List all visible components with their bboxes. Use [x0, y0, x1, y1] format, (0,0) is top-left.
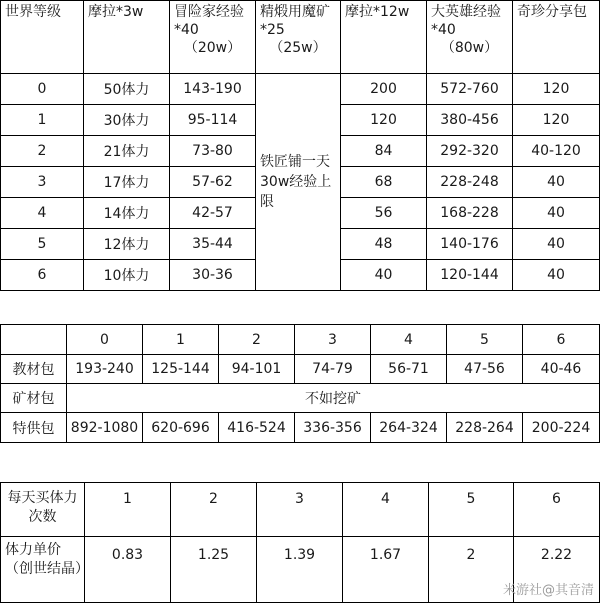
table-row	[1, 413, 600, 443]
header-mora-3w: 摩拉*3w	[84, 1, 170, 74]
cell-treasure-pack: 120	[513, 74, 600, 105]
header-world-level: 世界等级	[1, 1, 84, 74]
header-level: 3	[295, 325, 371, 355]
header-mystic-ore: 精煅用魔矿*25 （25w）	[256, 1, 341, 74]
cell-mora-12w: 120	[341, 105, 427, 136]
cell-world-level: 3	[1, 167, 84, 198]
cell-world-level: 5	[1, 229, 84, 260]
cell-price: 1.39	[257, 537, 343, 603]
cell-hero-wit: 120-144	[427, 260, 513, 291]
cell-value: 228-264	[447, 413, 523, 443]
watermark: 米游社@其音清	[502, 583, 594, 598]
header-level: 2	[219, 325, 295, 355]
cell-price: 2.22	[514, 537, 600, 603]
merged-ore-note: 不如挖矿	[67, 384, 600, 413]
row-label-special-pack: 特供包	[1, 413, 67, 443]
cell-value: 40-46	[523, 355, 600, 384]
cell-stamina: 30体力	[84, 105, 170, 136]
header-level: 0	[67, 325, 143, 355]
cell-purchase-count: 3	[257, 483, 343, 537]
cell-mora-12w: 200	[341, 74, 427, 105]
cell-treasure-pack: 40	[513, 167, 600, 198]
cell-hero-wit: 228-248	[427, 167, 513, 198]
cell-world-level: 6	[1, 260, 84, 291]
cell-value: 56-71	[371, 355, 447, 384]
header-hero-wit: 大英雄经验*40 （80w）	[427, 1, 513, 74]
cell-stamina: 14体力	[84, 198, 170, 229]
row-label-stamina-price: 体力单价（创世结晶）	[1, 537, 85, 603]
cell-price: 0.83	[85, 537, 171, 603]
cell-world-level: 0	[1, 74, 84, 105]
table-row	[1, 483, 600, 537]
cell-purchase-count: 1	[85, 483, 171, 537]
cell-adventurer-exp: 35-44	[170, 229, 256, 260]
row-label-book-pack: 教材包	[1, 355, 67, 384]
merged-note-cell: 铁匠铺一天30w经验上限	[256, 74, 341, 291]
cell-price: 2	[429, 537, 514, 603]
cell-purchase-count: 4	[343, 483, 429, 537]
header-level: 6	[523, 325, 600, 355]
cell-purchase-count: 6	[514, 483, 600, 537]
cell-value: 94-101	[219, 355, 295, 384]
table-row	[1, 74, 600, 105]
cell-purchase-count: 2	[171, 483, 257, 537]
cell-mora-12w: 48	[341, 229, 427, 260]
cell-adventurer-exp: 42-57	[170, 198, 256, 229]
cell-mora-12w: 56	[341, 198, 427, 229]
cell-value: 336-356	[295, 413, 371, 443]
cell-stamina: 21体力	[84, 136, 170, 167]
cell-stamina: 10体力	[84, 260, 170, 291]
header-adventurer-exp: 冒险家经验*40 （20w）	[170, 1, 256, 74]
cell-treasure-pack: 40	[513, 198, 600, 229]
cell-treasure-pack: 40	[513, 260, 600, 291]
table-row	[1, 384, 600, 413]
cell-value: 74-79	[295, 355, 371, 384]
world-level-table	[0, 0, 600, 291]
cell-world-level: 1	[1, 105, 84, 136]
cell-value: 125-144	[143, 355, 219, 384]
cell-treasure-pack: 40-120	[513, 136, 600, 167]
cell-hero-wit: 380-456	[427, 105, 513, 136]
cell-value: 193-240	[67, 355, 143, 384]
cell-adventurer-exp: 30-36	[170, 260, 256, 291]
row-label-ore-pack: 矿材包	[1, 384, 67, 413]
cell-price: 1.25	[171, 537, 257, 603]
table1-header-row	[1, 1, 600, 74]
cell-hero-wit: 572-760	[427, 74, 513, 105]
cell-mora-12w: 68	[341, 167, 427, 198]
cell-mora-12w: 84	[341, 136, 427, 167]
cell-hero-wit: 168-228	[427, 198, 513, 229]
material-pack-table	[0, 324, 600, 443]
cell-value: 264-324	[371, 413, 447, 443]
header-level: 4	[371, 325, 447, 355]
cell-purchase-count: 5	[429, 483, 514, 537]
cell-adventurer-exp: 95-114	[170, 105, 256, 136]
row-label-daily-purchases: 每天买体力次数	[1, 483, 85, 537]
cell-adventurer-exp: 73-80	[170, 136, 256, 167]
cell-value: 892-1080	[67, 413, 143, 443]
cell-stamina: 17体力	[84, 167, 170, 198]
cell-stamina: 50体力	[84, 74, 170, 105]
cell-treasure-pack: 40	[513, 229, 600, 260]
cell-adventurer-exp: 57-62	[170, 167, 256, 198]
cell-treasure-pack: 120	[513, 105, 600, 136]
cell-hero-wit: 292-320	[427, 136, 513, 167]
table2-header-row	[1, 325, 600, 355]
header-mora-12w: 摩拉*12w	[341, 1, 427, 74]
cell-price: 1.67	[343, 537, 429, 603]
cell-stamina: 12体力	[84, 229, 170, 260]
cell-value: 47-56	[447, 355, 523, 384]
header-level: 5	[447, 325, 523, 355]
cell-world-level: 4	[1, 198, 84, 229]
cell-value: 620-696	[143, 413, 219, 443]
cell-adventurer-exp: 143-190	[170, 74, 256, 105]
cell-hero-wit: 140-176	[427, 229, 513, 260]
cell-value: 200-224	[523, 413, 600, 443]
cell-value: 416-524	[219, 413, 295, 443]
header-treasure-pack: 奇珍分享包	[513, 1, 600, 74]
corner-cell	[1, 325, 67, 355]
cell-mora-12w: 40	[341, 260, 427, 291]
header-level: 1	[143, 325, 219, 355]
table-row	[1, 355, 600, 384]
cell-world-level: 2	[1, 136, 84, 167]
